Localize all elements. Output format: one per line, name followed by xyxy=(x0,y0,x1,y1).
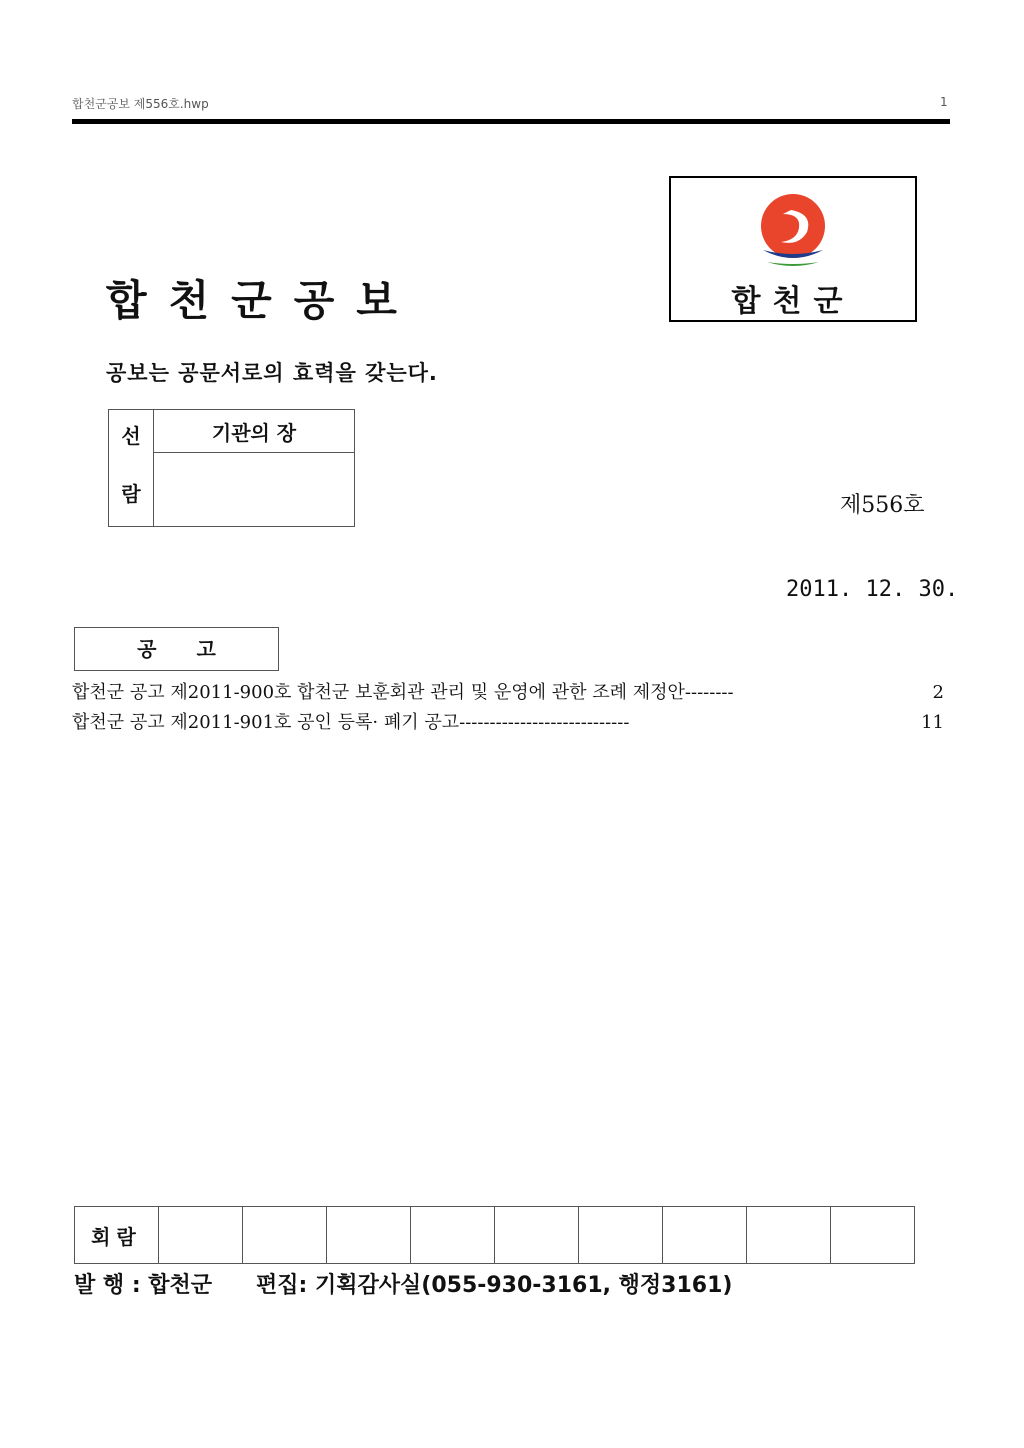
table-of-contents xyxy=(72,678,944,738)
footer-publisher: 발 행 : 합천군 xyxy=(74,1273,213,1298)
logo-box xyxy=(669,176,917,322)
header-file-name: 합천군공보 제556호.hwp xyxy=(72,97,209,111)
circulation-cell xyxy=(411,1207,495,1264)
header-rule xyxy=(72,119,950,124)
subtitle: 공보는 공문서로의 효력을 갖는다. xyxy=(106,361,438,385)
approval-sign-cell xyxy=(154,453,355,527)
circulation-cell xyxy=(243,1207,327,1264)
emblem-field xyxy=(767,262,819,266)
county-emblem-icon xyxy=(753,192,833,276)
logo-text: 합천군 xyxy=(731,284,855,319)
circulation-cell xyxy=(831,1207,915,1264)
page-title: 합천군공보 xyxy=(106,276,419,325)
toc-entry[interactable] xyxy=(72,708,944,738)
issue-number: 제556호 xyxy=(840,493,925,518)
toc-entry-page: 11 xyxy=(921,712,944,733)
footer xyxy=(74,1268,732,1299)
header-page-number: 1 xyxy=(940,95,948,109)
toc-entry[interactable] xyxy=(72,678,944,708)
emblem-sun xyxy=(761,194,825,258)
circulation-cell xyxy=(747,1207,831,1264)
circulation-cell xyxy=(159,1207,243,1264)
circulation-table xyxy=(74,1206,915,1264)
circulation-cell xyxy=(579,1207,663,1264)
approval-head: 기관의 장 xyxy=(154,410,355,453)
toc-entry-page: 2 xyxy=(932,682,944,703)
toc-entry-text: 합천군 공고 제2011-900호 합천군 보훈회관 관리 및 운영에 관한 조례 제정안-------- xyxy=(72,682,734,703)
approval-side-bottom: 람 xyxy=(121,482,141,506)
section-label: 공고 xyxy=(74,627,279,671)
approval-side-label xyxy=(109,410,154,527)
circulation-label: 회람 xyxy=(75,1207,159,1264)
issue-date: 2011. 12. 30. xyxy=(786,577,959,602)
circulation-cell xyxy=(327,1207,411,1264)
toc-entry-text: 합천군 공고 제2011-901호 공인 등록· 폐기 공고---------------------------- xyxy=(72,712,630,733)
approval-box xyxy=(108,409,355,527)
footer-editor: 편집: 기획감사실(055-930-3161, 행정3161) xyxy=(256,1273,733,1298)
approval-side-top: 선 xyxy=(121,424,141,448)
circulation-cell xyxy=(495,1207,579,1264)
circulation-cell xyxy=(663,1207,747,1264)
